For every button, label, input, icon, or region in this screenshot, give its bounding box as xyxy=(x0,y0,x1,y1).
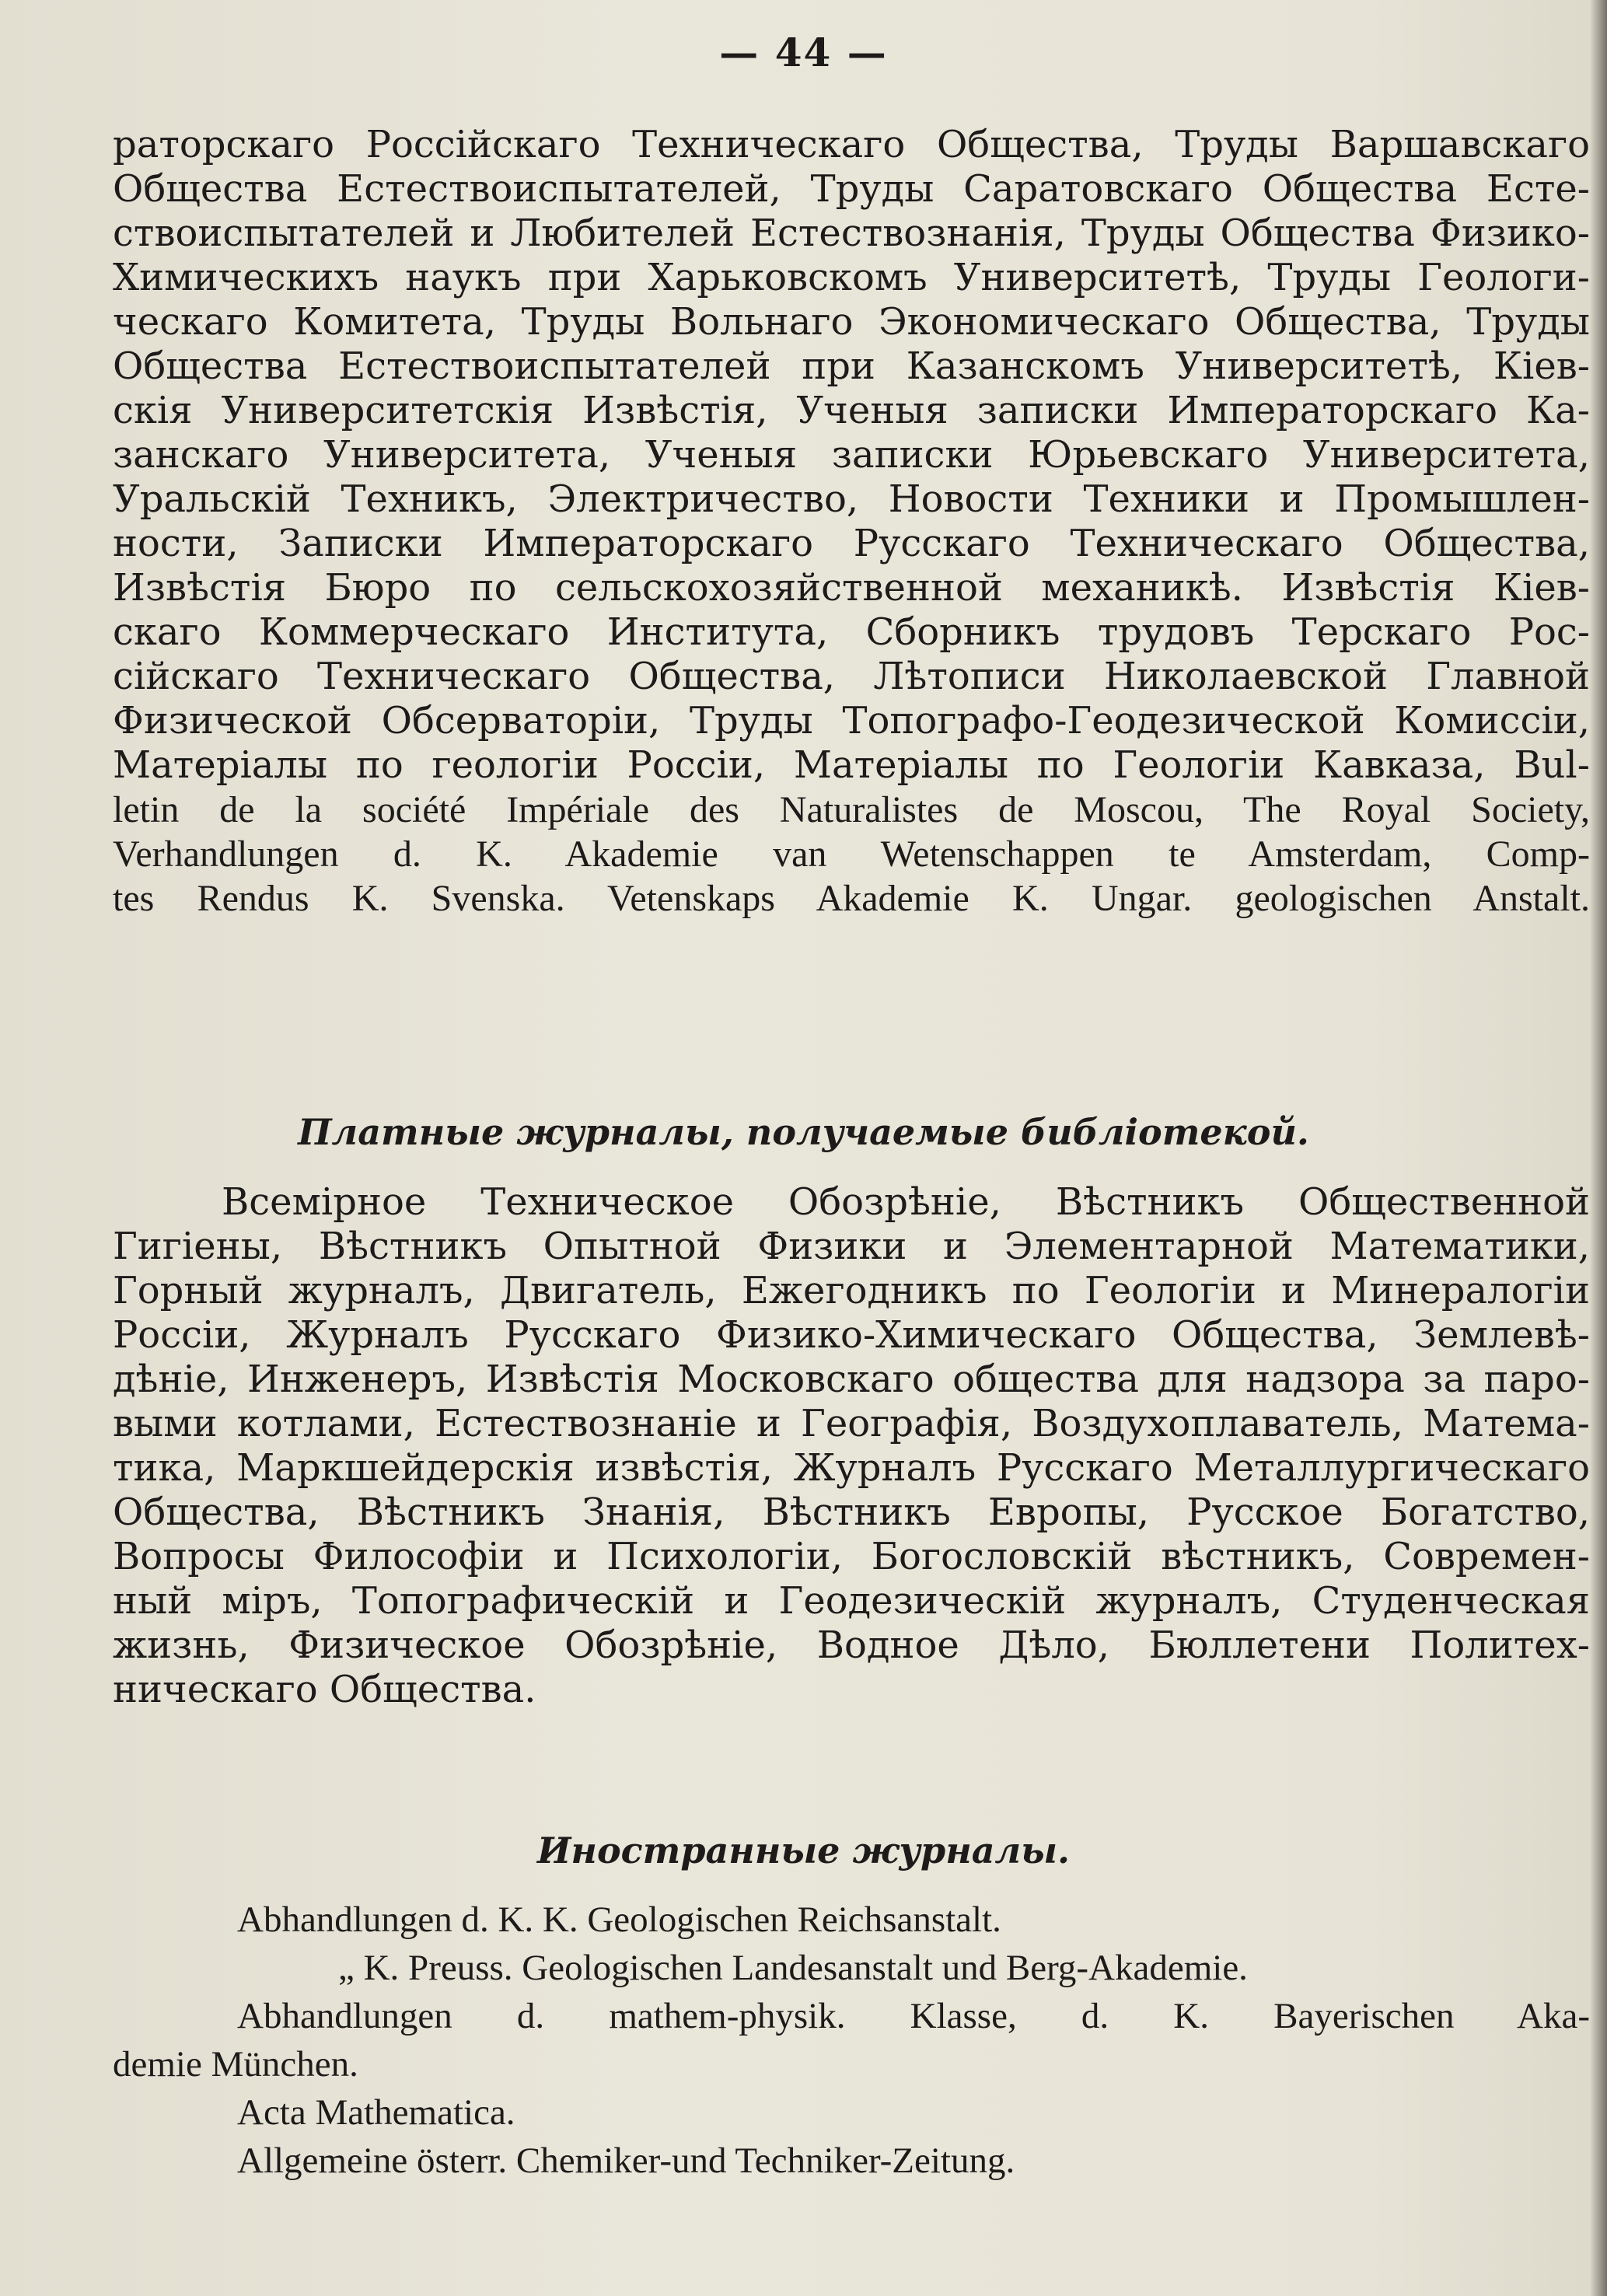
text-line: Verhandlungen d. K. Akademie van Wetenschappen te Amsterdam, Comp- xyxy=(113,833,1590,875)
list-item: Allgemeine österr. Chemiker-und Techniker-Zeitung. xyxy=(237,2140,1015,2181)
text-line: Общества Естествоиспытателей при Казанскомъ Университетѣ, Кіев- xyxy=(113,344,1590,388)
text-line: Извѣстія Бюро по сельскохозяйственной механикѣ. Извѣстія Кіев- xyxy=(113,566,1590,610)
text-line: тика, Маркшейдерскія извѣстія, Журналъ Русскаго Металлургическаго xyxy=(113,1446,1590,1490)
text-line: ческаго Комитета, Труды Вольнаго Экономическаго Общества, Труды xyxy=(113,300,1590,344)
text-line: Химическихъ наукъ при Харьковскомъ Университетѣ, Труды Геологи- xyxy=(113,256,1590,299)
text-line: ствоиспытателей и Любителей Естествознанія, Труды Общества Физико- xyxy=(113,211,1590,255)
text-line: Матеріалы по геологіи Россіи, Матеріалы по Геологіи Кавказа, Bul- xyxy=(113,743,1590,787)
list-item: Abhandlungen d. K. K. Geologischen Reichsanstalt. xyxy=(237,1899,1001,1940)
text-line: letin de la société Impériale des Naturalistes de Moscou, The Royal Society, xyxy=(113,789,1590,830)
section-heading-foreign-journals: Иностранные журналы. xyxy=(536,1829,1071,1871)
section-heading-paid-journals: Платные журналы, получаемые библіотекой. xyxy=(298,1111,1309,1153)
text-line: дѣніе, Инженеръ, Извѣстія Московскаго общества для надзора за паро- xyxy=(113,1358,1590,1401)
text-line: Россіи, Журналъ Русскаго Физико-Химическаго Общества, Землевѣ- xyxy=(113,1313,1590,1357)
text-line: Горный журналъ, Двигатель, Ежегодникъ по Геологіи и Минералогіи xyxy=(113,1269,1590,1312)
text-line: Общества Естествоиспытателей, Труды Саратовскаго Общества Есте- xyxy=(113,167,1590,211)
text-line: ности, Записки Императорскаго Русскаго Техническаго Общества, xyxy=(113,522,1590,565)
list-item: Abhandlungen d. mathem-physik. Klasse, d. K. Bayerischen Aka- xyxy=(237,1996,1590,2036)
list-item: Acta Mathematica. xyxy=(237,2092,515,2133)
text-line: Гигіены, Вѣстникъ Опытной Физики и Элементарной Математики, xyxy=(113,1225,1590,1268)
text-line: Уральскій Техникъ, Электричество, Новости Техники и Промышлен- xyxy=(113,477,1590,521)
text-line: Общества, Вѣстникъ Знанія, Вѣстникъ Европы, Русское Богатство, xyxy=(113,1490,1590,1534)
text-line: раторскаго Россійскаго Техническаго Общества, Труды Варшавскаго xyxy=(113,123,1590,166)
text-line: ническаго Общества. xyxy=(113,1668,536,1711)
text-line: жизнь, Физическое Обозрѣніе, Водное Дѣло, Бюллетени Политех- xyxy=(113,1623,1590,1667)
text-line: занскаго Университета, Ученыя записки Юрьевскаго Университета, xyxy=(113,433,1590,477)
publications-paragraph xyxy=(113,123,1590,921)
text-line: tes Rendus K. Svenska. Vetenskaps Akademie K. Ungar. geologischen Anstalt. xyxy=(113,878,1590,919)
text-line: Физической Обсерваторіи, Труды Топографо-Геодезической Комиссіи, xyxy=(113,699,1590,743)
text-line: ный міръ, Топографическій и Геодезическій журналъ, Студенческая xyxy=(113,1579,1590,1623)
text-line: скаго Коммерческаго Института, Сборникъ трудовъ Терскаго Рос- xyxy=(113,610,1590,654)
text-line: скія Университетскія Извѣстія, Ученыя записки Императорскаго Ка- xyxy=(113,389,1590,432)
text-line: Всемірное Техническое Обозрѣніе, Вѣстникъ Общественной xyxy=(222,1180,1590,1224)
text-line: выми котлами, Естествознаніе и Географія, Воздухоплаватель, Матема- xyxy=(113,1402,1590,1445)
paid-journals-paragraph xyxy=(113,1180,1590,1712)
page-number: — 44 — xyxy=(719,30,888,75)
text-line: сійскаго Техническаго Общества, Лѣтописи Николаевской Главной xyxy=(113,655,1590,698)
text-line: Вопросы Философіи и Психологіи, Богословскій вѣстникъ, Современ- xyxy=(113,1535,1590,1578)
list-item: demie München. xyxy=(113,2044,358,2085)
list-item: „ K. Preuss. Geologischen Landesanstalt und Berg-Akademie. xyxy=(338,1948,1248,1988)
foreign-journals-list xyxy=(113,1896,1590,2185)
